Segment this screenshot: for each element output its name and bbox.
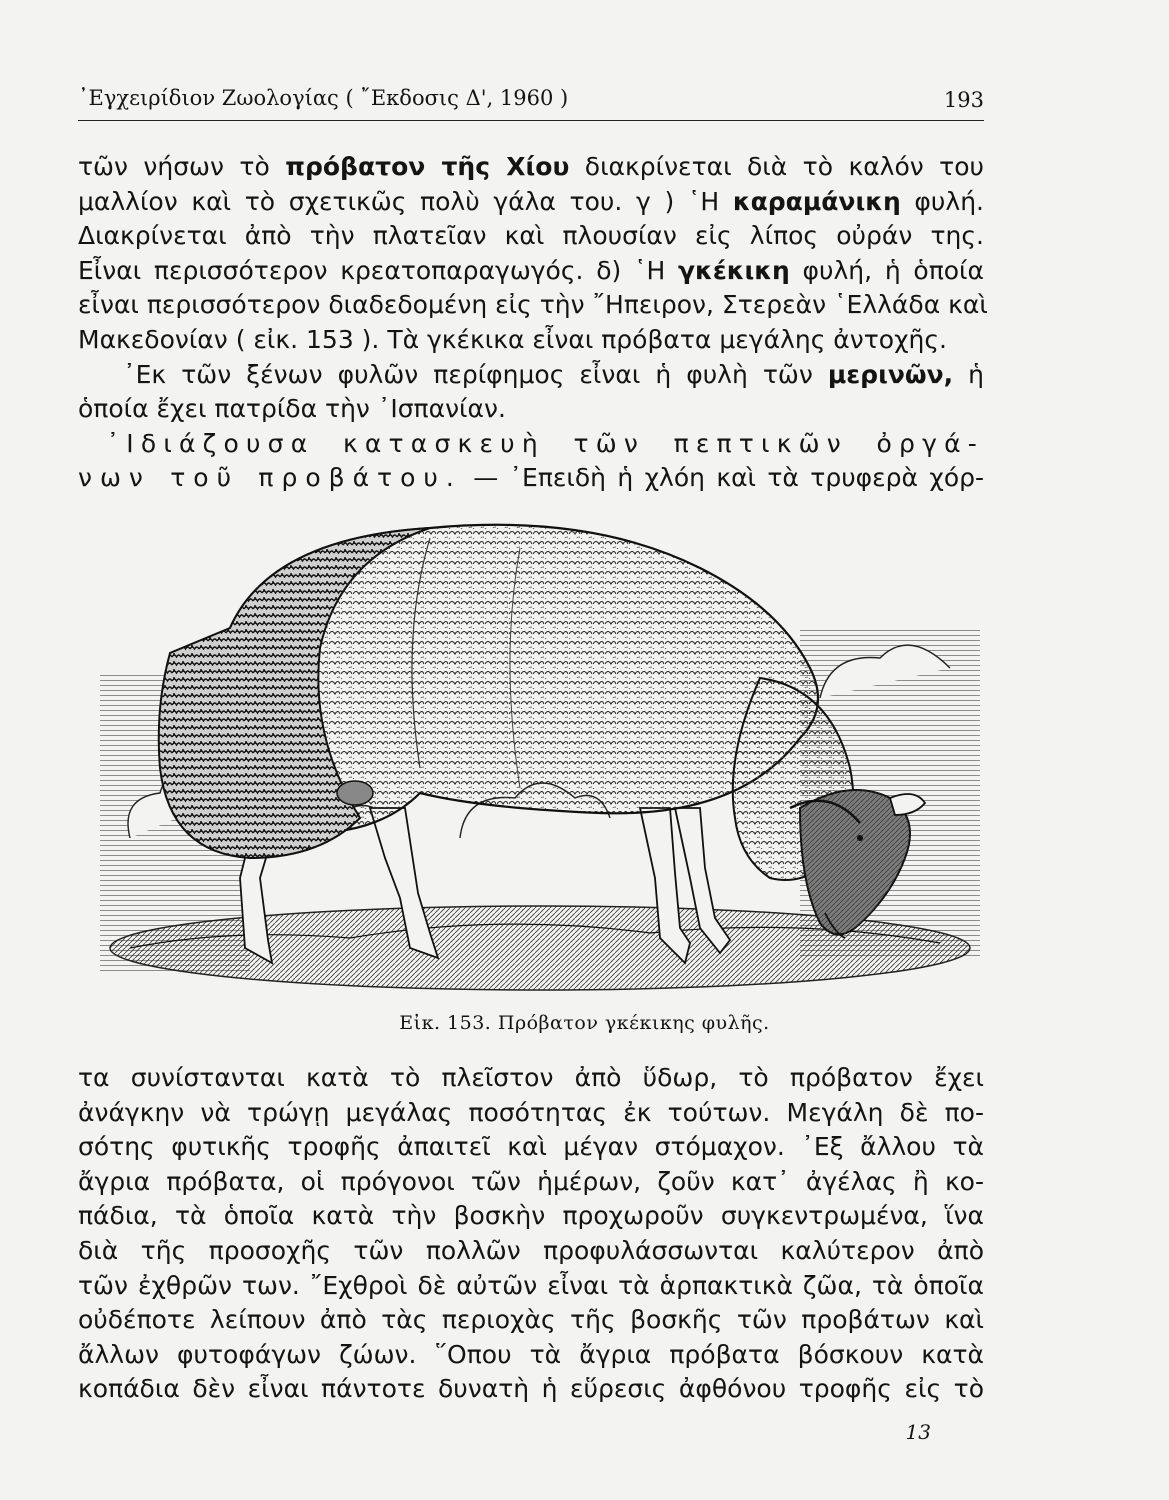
- printer-signature-mark: 13: [905, 1420, 931, 1444]
- text-line: ἄλλων φυτοφάγων ζώων. ῞Οπου τὰ ἄγρια πρόβατα βόσκουν κατὰ: [78, 1339, 984, 1369]
- text-line: ἀνάγκην νὰ τρώγῃ μεγάλας ποσότητας ἐκ τούτων. Μεγάλη δὲ πο-: [78, 1097, 984, 1127]
- text-line: [78, 150, 984, 185]
- text-line: κοπάδια δὲν εἶναι πάντοτε δυνατὴ ἡ εὕρεσις ἀφθόνου τροφῆς εἰς τὸ: [78, 1374, 984, 1404]
- text-line: [78, 185, 984, 220]
- text-line: ἄγρια πρόβατα, οἱ πρόγονοι τῶν ἡμέρων, ζοῦν κατ᾿ ἀγέλας ἢ κο-: [78, 1166, 984, 1196]
- bold-term: πρόβατον τῆς Χίου: [285, 152, 570, 181]
- spaced-heading: ᾿Ιδιάζουσα κατασκευὴ τῶν πεπτικῶν ὀργά-: [106, 428, 984, 458]
- text-run: μαλλίον καὶ τὸ σχετικῶς πολὺ γάλα του. γ ) ῾Η: [78, 186, 733, 216]
- running-header: [78, 84, 984, 121]
- text-line: [78, 254, 984, 289]
- text-line: οὐδέποτε λείπουν ἀπὸ τὰς περιοχὰς τῆς βοσκῆς τῶν προβάτων καὶ: [78, 1305, 984, 1335]
- page-number: 193: [943, 88, 984, 112]
- text-line: [78, 358, 984, 393]
- text-run: διακρίνεται διὰ τὸ καλόν του: [569, 152, 984, 181]
- text-line: σότης φυτικῆς τροφῆς ἀπαιτεῖ καὶ μέγαν στόμαχον. ᾿Εξ ἄλλου τὰ: [78, 1132, 984, 1162]
- text-run: φυλή, ἡ ὁποία: [789, 255, 984, 285]
- text-line: ὁποία ἔχει πατρίδα τὴν ᾿Ισπανίαν.: [78, 394, 506, 424]
- spaced-heading: νων τοῦ προβάτου.: [78, 463, 462, 493]
- figure-caption: Εἰκ. 153. Πρόβατον γκέκικης φυλῆς.: [399, 1012, 770, 1034]
- text-line: διὰ τῆς προσοχῆς τῶν πολλῶν προφυλάσσωνται καλύτερον ἀπὸ: [78, 1235, 984, 1265]
- text-line: πάδια, τὰ ὁποῖα κατὰ τὴν βοσκὴν προχωροῦν συγκεντρωμένα, ἵνα: [78, 1201, 984, 1231]
- text-run: ἡ: [953, 359, 984, 389]
- section-heading-line: [78, 427, 984, 462]
- text-line: τῶν ἐχθρῶν των. ῎Εχθροὶ δὲ αὐτῶν εἶναι τὰ ἁρπακτικὰ ζῶα, τὰ ὁποῖα: [78, 1270, 984, 1300]
- text-line: εἶναι περισσότερον διαδεδομένη εἰς τὴν ῎Ηπειρον, Στερεὰν ῾Ελλάδα καὶ: [78, 290, 988, 320]
- bold-term: καραμάνικη: [732, 186, 901, 216]
- text-run: Εἶναι περισσότερον κρεατοπαραγωγός. δ) ῾Η: [78, 255, 679, 285]
- book-title: ᾿Εγχειρίδιον Ζωολογίας ( ῎Εκδοσις Δ', 1960 ): [78, 86, 569, 110]
- bold-term: γκέκικη: [678, 255, 790, 285]
- paragraph-bottom: [78, 1061, 984, 1407]
- paragraph-top: [78, 150, 988, 496]
- text-line: Διακρίνεται ἀπὸ τὴν πλατεῖαν καὶ πλουσίαν εἰς λίπος οὐράν της.: [78, 221, 984, 251]
- text-line: Μακεδονίαν ( εἰκ. 153 ). Τὰ γκέκικα εἶναι πρόβατα μεγάλης ἀντοχῆς.: [78, 324, 948, 354]
- text-run: — ᾿Επειδὴ ἡ χλόη καὶ τὰ τρυφερὰ χόρ-: [461, 463, 985, 493]
- text-run: ᾿Εκ τῶν ξένων φυλῶν περίφημος εἶναι ἡ φυλὴ τῶν: [123, 359, 828, 389]
- text-run: τῶν νήσων τὸ: [78, 152, 286, 181]
- text-line: [78, 461, 984, 496]
- sheep-illustration: [100, 508, 980, 1008]
- text-run: φυλή.: [900, 186, 984, 216]
- text-line: τα συνίστανται κατὰ τὸ πλεῖστον ἀπὸ ὕδωρ, τὸ πρόβατον ἔχει: [78, 1063, 984, 1092]
- bold-term: μερινῶν,: [827, 359, 954, 389]
- sheep-udder: [337, 781, 373, 805]
